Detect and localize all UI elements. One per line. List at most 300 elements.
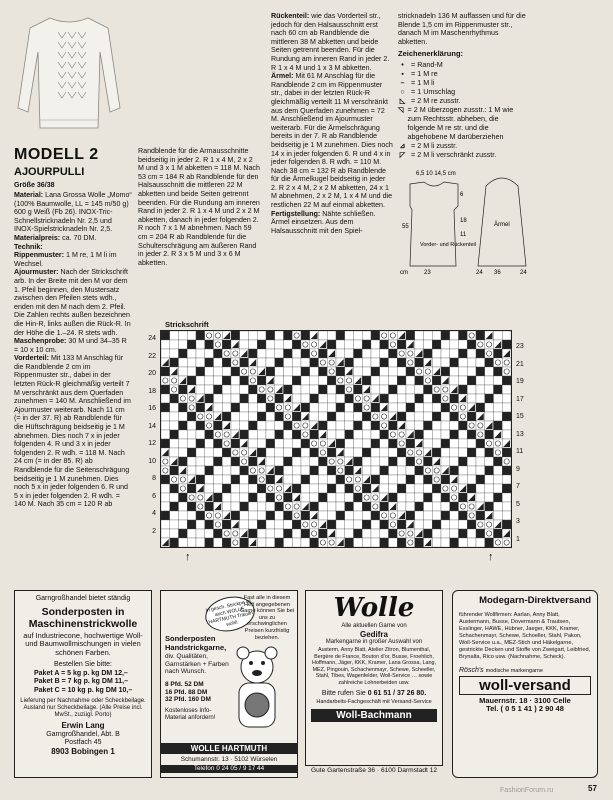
chart-cell xyxy=(415,394,424,403)
chart-cell xyxy=(345,538,354,547)
chart-cell xyxy=(196,493,205,502)
chart-cell xyxy=(187,520,196,529)
chart-cell xyxy=(485,439,494,448)
chart-cell xyxy=(284,430,293,439)
chart-cell xyxy=(179,538,188,547)
chart-cell xyxy=(222,520,231,529)
chart-cell xyxy=(179,331,188,340)
chart-cell xyxy=(310,385,319,394)
chart-cell xyxy=(485,475,494,484)
chart-cell xyxy=(345,475,354,484)
chart-cell xyxy=(380,331,389,340)
chart-cell xyxy=(354,493,363,502)
chart-cell xyxy=(476,529,485,538)
chart-cell xyxy=(467,394,476,403)
para-price: Materialpreis: ca. 70 DM. xyxy=(14,233,97,242)
chart-cell xyxy=(214,439,223,448)
chart-cell xyxy=(292,367,301,376)
chart-cell xyxy=(380,376,389,385)
chart-cell xyxy=(485,394,494,403)
chart-cell xyxy=(240,475,249,484)
chart-cell xyxy=(231,502,240,511)
chart-cell xyxy=(459,475,468,484)
chart-cell xyxy=(240,430,249,439)
chart-cell xyxy=(240,466,249,475)
chart-cell xyxy=(292,538,301,547)
chart-cell xyxy=(266,403,275,412)
chart-cell xyxy=(205,466,214,475)
para-technik: Technik: xyxy=(14,242,43,251)
chart-cell xyxy=(222,529,231,538)
chart-cell xyxy=(196,457,205,466)
chart-cell xyxy=(319,439,328,448)
chart-cell xyxy=(406,484,415,493)
chart-cell xyxy=(354,475,363,484)
chart-cell xyxy=(415,457,424,466)
chart-cell xyxy=(292,502,301,511)
chart-cell xyxy=(231,412,240,421)
legend-title: Zeichenerklärung: xyxy=(398,49,464,58)
chart-cell xyxy=(205,457,214,466)
chart-cell xyxy=(397,484,406,493)
chart-cell xyxy=(485,448,494,457)
chart-cell xyxy=(292,511,301,520)
chart-cell xyxy=(310,358,319,367)
chart-cell xyxy=(406,349,415,358)
chart-cell xyxy=(275,421,284,430)
chart-cell xyxy=(362,484,371,493)
chart-cell xyxy=(319,529,328,538)
chart-cell xyxy=(319,331,328,340)
chart-cell xyxy=(187,430,196,439)
chart-cell xyxy=(389,484,398,493)
chart-cell xyxy=(266,448,275,457)
chart-cell xyxy=(371,448,380,457)
chart-cell xyxy=(354,403,363,412)
chart-cell xyxy=(196,340,205,349)
chart-cell xyxy=(214,466,223,475)
chart-cell xyxy=(362,529,371,538)
chart-cell xyxy=(301,475,310,484)
chart-cell xyxy=(415,385,424,394)
chart-cell xyxy=(240,484,249,493)
chart-cell xyxy=(467,430,476,439)
chart-cell xyxy=(432,358,441,367)
chart-cell xyxy=(161,457,170,466)
chart-cell xyxy=(231,349,240,358)
chart-cell xyxy=(275,439,284,448)
chart-cell xyxy=(310,457,319,466)
chart-cell xyxy=(257,529,266,538)
chart-cell xyxy=(450,538,459,547)
chart-cell xyxy=(187,439,196,448)
chart-cell xyxy=(397,358,406,367)
chart-cell xyxy=(380,484,389,493)
chart-cell xyxy=(266,331,275,340)
chart-cell xyxy=(196,439,205,448)
chart-cell xyxy=(459,340,468,349)
chart-cell xyxy=(354,520,363,529)
chart-cell xyxy=(380,340,389,349)
chart-cell xyxy=(362,493,371,502)
chart-cell xyxy=(179,340,188,349)
legend-item: ◺ = 2 M re zusstr. xyxy=(399,96,461,105)
chart-cell xyxy=(406,367,415,376)
chart-cell xyxy=(266,367,275,376)
chart-cell xyxy=(424,457,433,466)
chart-cell xyxy=(502,457,511,466)
chart-cell xyxy=(205,439,214,448)
chart-cell xyxy=(450,367,459,376)
chart-cell xyxy=(459,502,468,511)
chart-cell xyxy=(292,520,301,529)
chart-cell xyxy=(301,538,310,547)
chart-cell xyxy=(476,394,485,403)
chart-cell xyxy=(415,358,424,367)
chart-cell xyxy=(415,376,424,385)
chart-cell xyxy=(336,421,345,430)
chart-cell xyxy=(424,466,433,475)
chart-cell xyxy=(310,430,319,439)
chart-cell xyxy=(205,340,214,349)
chart-cell xyxy=(502,466,511,475)
chart-cell xyxy=(327,538,336,547)
chart-cell xyxy=(345,349,354,358)
chart-cell xyxy=(310,466,319,475)
instructions-col3 xyxy=(271,12,393,235)
chart-cell xyxy=(231,457,240,466)
chart-cell xyxy=(170,493,179,502)
chart-cell xyxy=(494,349,503,358)
chart-cell xyxy=(284,511,293,520)
chart-cell xyxy=(275,358,284,367)
chart-cell xyxy=(354,367,363,376)
chart-cell xyxy=(275,349,284,358)
chart-cell xyxy=(249,439,258,448)
chart-cell xyxy=(275,493,284,502)
chart-cell xyxy=(205,331,214,340)
chart-cell xyxy=(485,457,494,466)
chart-cell xyxy=(231,475,240,484)
chart-cell xyxy=(336,466,345,475)
chart-cell xyxy=(301,466,310,475)
chart-cell xyxy=(292,349,301,358)
chart-cell xyxy=(284,529,293,538)
chart-cell xyxy=(336,394,345,403)
chart-cell xyxy=(450,340,459,349)
chart-cell xyxy=(249,430,258,439)
chart-cell xyxy=(249,340,258,349)
chart-cell xyxy=(371,538,380,547)
chart-cell xyxy=(292,448,301,457)
chart-cell xyxy=(301,484,310,493)
chart-cell xyxy=(170,502,179,511)
chart-cell xyxy=(345,520,354,529)
chart-cell xyxy=(161,484,170,493)
chart-cell xyxy=(161,367,170,376)
chart-cell xyxy=(459,529,468,538)
chart-cell xyxy=(389,376,398,385)
chart-cell xyxy=(354,484,363,493)
svg-text:cm: cm xyxy=(400,270,408,276)
chart-cell xyxy=(406,466,415,475)
chart-cell xyxy=(432,385,441,394)
chart-cell xyxy=(327,511,336,520)
chart-cell xyxy=(424,331,433,340)
chart-cell xyxy=(240,493,249,502)
chart-cell xyxy=(415,412,424,421)
chart-cell xyxy=(249,493,258,502)
chart-cell xyxy=(502,358,511,367)
chart-cell xyxy=(406,412,415,421)
chart-cell xyxy=(476,466,485,475)
chart-cell xyxy=(196,403,205,412)
chart-cell xyxy=(310,493,319,502)
svg-text:18: 18 xyxy=(460,218,467,224)
chart-cell xyxy=(397,457,406,466)
chart-cell xyxy=(494,394,503,403)
chart-cell xyxy=(205,358,214,367)
chart-cell xyxy=(441,349,450,358)
para-vorderteil: Vorderteil: Mit 133 M Anschlag für die Randblende 2 cm im Rippenmuster str., dabei in der letzten Rück-R gleichmäßig verteilt 7 M verschränkt aus dem Querfaden zunehmen = 140 M. Anschließend im Ajourmuster weiterarb. Nach 11 cm (= in der 37. R) ab Randblende für die Hüftschrägung beidseitig je 1 M abnehmen. Dies noch 7 x in jeder folgenden 4. R und 3 x in jeder folgenden 2. R wdh. = 118 M. Nach 24 cm (= in der 85. R) ab Randblende für die Seitenschrägung beidseitig je 1 M zunehmen. Dies noch 5 x in jeder folgenden 6. R und 5 x in jeder folgenden 2. R wdh. = 140 M. Nach 35 cm = 120 R ab xyxy=(14,354,131,509)
chart-cell xyxy=(249,394,258,403)
chart-cell xyxy=(380,394,389,403)
chart-cell xyxy=(240,376,249,385)
chart-cell xyxy=(205,421,214,430)
chart-cell xyxy=(205,538,214,547)
chart-cell xyxy=(170,466,179,475)
chart-cell xyxy=(494,493,503,502)
chart-cell xyxy=(415,493,424,502)
chart-cell xyxy=(502,340,511,349)
chart-title: Strickschrift xyxy=(165,320,209,329)
chart-cell xyxy=(240,538,249,547)
chart-cell xyxy=(240,502,249,511)
chart-cell xyxy=(397,493,406,502)
chart-cell xyxy=(336,475,345,484)
chart-cell xyxy=(467,340,476,349)
chart-cell xyxy=(266,502,275,511)
chart-cell xyxy=(371,511,380,520)
chart-cell xyxy=(371,439,380,448)
chart-cell xyxy=(284,367,293,376)
chart-cell xyxy=(380,529,389,538)
chart-cell xyxy=(485,340,494,349)
chart-cell xyxy=(494,403,503,412)
chart-cell xyxy=(354,511,363,520)
chart-cell xyxy=(397,385,406,394)
chart-cell xyxy=(371,412,380,421)
chart-cell xyxy=(257,430,266,439)
chart-cell xyxy=(476,385,485,394)
chart-cell xyxy=(327,457,336,466)
chart-cell xyxy=(459,403,468,412)
chart-cell xyxy=(476,439,485,448)
chart-cell xyxy=(459,439,468,448)
chart-cell xyxy=(424,475,433,484)
chart-cell xyxy=(389,466,398,475)
chart-cell xyxy=(345,394,354,403)
chart-cell xyxy=(301,439,310,448)
chart-cell xyxy=(301,331,310,340)
chart-cell xyxy=(327,385,336,394)
chart-cell xyxy=(450,493,459,502)
chart-cell xyxy=(187,484,196,493)
chart-cell xyxy=(179,511,188,520)
chart-cell xyxy=(415,484,424,493)
chart-cell xyxy=(292,529,301,538)
chart-cell xyxy=(345,403,354,412)
chart-cell xyxy=(485,529,494,538)
chart-cell xyxy=(389,538,398,547)
chart-cell xyxy=(467,367,476,376)
chart-cell xyxy=(231,529,240,538)
chart-cell xyxy=(161,511,170,520)
chart-cell xyxy=(371,403,380,412)
chart-cell xyxy=(179,439,188,448)
chart-cell xyxy=(389,394,398,403)
chart-cell xyxy=(424,529,433,538)
chart-cell xyxy=(424,349,433,358)
chart-cell xyxy=(354,340,363,349)
chart-cell xyxy=(345,439,354,448)
chart-cell xyxy=(432,484,441,493)
chart-cell xyxy=(371,358,380,367)
chart-cell xyxy=(336,331,345,340)
chart-cell xyxy=(161,502,170,511)
chart-cell xyxy=(292,331,301,340)
chart-cell xyxy=(327,403,336,412)
chart-cell xyxy=(266,340,275,349)
chart-cell xyxy=(345,430,354,439)
chart-cell xyxy=(336,439,345,448)
chart-cell xyxy=(249,484,258,493)
chart-cell xyxy=(231,385,240,394)
chart-cell xyxy=(459,466,468,475)
chart-cell xyxy=(397,394,406,403)
chart-cell xyxy=(275,502,284,511)
chart-cell xyxy=(187,403,196,412)
chart-cell xyxy=(310,403,319,412)
chart-cell xyxy=(354,457,363,466)
chart-cell xyxy=(319,394,328,403)
chart-cell xyxy=(485,502,494,511)
chart-cell xyxy=(196,448,205,457)
chart-cell xyxy=(310,538,319,547)
chart-cell xyxy=(310,349,319,358)
chart-cell xyxy=(502,448,511,457)
chart-cell xyxy=(257,448,266,457)
chart-cell xyxy=(161,466,170,475)
chart-cell xyxy=(450,412,459,421)
para-aermel: Ärmel: Mit 61 M Anschlag für die Randblende 2 cm im Rippenmuster str., dabei in der letzten Rück-R gleichmäßig verteilt 11 M verschränkt aus dem Querfaden zunehmen = 72 M. Anschließend im Ajourmuster weiterarb. Für die Ärmelschrägung bereits in der 7. R ab Randblende beidseitig je 1 M zunehmen. Dies noch 14 x in jeder folgenden 6. R und 4 x in jeder folgenden 8. R wdh. = 110 M. Nach 38 cm = 132 R ab Randblende für die Ärmelkugel beidseitig in jeder 2. R 2 x 4 M, 2 x 2 M abketten, 24 x 1 M abnehmen, 2 x 2 M, 1 x 4 M und die restlichen 22 M auf einmal abketten. xyxy=(271,72,393,210)
chart-cell xyxy=(179,349,188,358)
chart-cell xyxy=(502,412,511,421)
chart-cell xyxy=(476,367,485,376)
chart-cell xyxy=(476,484,485,493)
chart-cell xyxy=(397,430,406,439)
chart-cell xyxy=(257,394,266,403)
chart-cell xyxy=(179,502,188,511)
chart-cell xyxy=(345,385,354,394)
chart-cell xyxy=(362,457,371,466)
chart-cell xyxy=(170,484,179,493)
chart-cell xyxy=(310,439,319,448)
chart-cell xyxy=(319,412,328,421)
chart-cell xyxy=(450,421,459,430)
chart-cell xyxy=(485,520,494,529)
chart-cell xyxy=(222,403,231,412)
chart-cell xyxy=(222,466,231,475)
chart-cell xyxy=(494,412,503,421)
chart-cell xyxy=(354,502,363,511)
chart-cell xyxy=(205,484,214,493)
chart-cell xyxy=(266,484,275,493)
chart-cell xyxy=(336,520,345,529)
legend-item: – = 1 M li xyxy=(400,78,435,87)
chart-cell xyxy=(292,430,301,439)
chart-cell xyxy=(459,331,468,340)
schematic-top-numbers: 6,5 10 14,5 cm xyxy=(416,171,456,177)
chart-cell xyxy=(467,520,476,529)
chart-cell xyxy=(467,385,476,394)
chart-cell xyxy=(161,520,170,529)
chart-cell xyxy=(424,376,433,385)
chart-cell xyxy=(424,439,433,448)
chart-cell xyxy=(371,340,380,349)
chart-cell xyxy=(284,331,293,340)
chart-cell xyxy=(240,403,249,412)
chart-cell xyxy=(362,412,371,421)
chart-cell xyxy=(222,484,231,493)
chart-cell xyxy=(240,457,249,466)
chart-cell xyxy=(450,394,459,403)
chart-cell xyxy=(301,376,310,385)
chart-cell xyxy=(362,403,371,412)
ad-erwin-lang: Garngroßhandel bietet ständig Sonderposten in Maschinenstrickwolle auf Industriecone, hochwertige Woll- und Baumwollmischungen in vielen schönen Farben. Bestellen Sie bitte: Paket A = 5 kg p. kg DM 12,– Paket B = 7 kg p. kg DM 11,– Paket C = 10 kg p. kg DM 10,– Lieferung per Nachnahme oder Scheckbeilage. Ausland nur Scheckbeilage. (Alle Preise incl. MwSt., zuzügl. Porto) Erwin Lang Garngroßhandel, Abt. B Postfach 45 8903 Bobingen 1 xyxy=(14,590,152,778)
chart-cell xyxy=(231,493,240,502)
chart-cell xyxy=(284,475,293,484)
chart-cell xyxy=(231,511,240,520)
chart-cell xyxy=(327,502,336,511)
chart-cell xyxy=(205,520,214,529)
chart-cell xyxy=(205,430,214,439)
chart-cell xyxy=(275,430,284,439)
chart-cell xyxy=(327,358,336,367)
model-size: Größe 36/38 xyxy=(14,181,55,189)
chart-cell xyxy=(494,538,503,547)
chart-cell xyxy=(222,367,231,376)
chart-cell xyxy=(292,358,301,367)
chart-cell xyxy=(441,331,450,340)
svg-text:6: 6 xyxy=(460,192,464,198)
chart-cell xyxy=(345,376,354,385)
chart-cell xyxy=(450,520,459,529)
chart-cell xyxy=(371,466,380,475)
chart-cell xyxy=(257,340,266,349)
chart-cell xyxy=(459,430,468,439)
chart-cell xyxy=(249,466,258,475)
chart-cell xyxy=(301,340,310,349)
chart-cell xyxy=(441,502,450,511)
chart-cell xyxy=(240,367,249,376)
chart-cell xyxy=(459,457,468,466)
chart-cell xyxy=(485,349,494,358)
chart-cell xyxy=(389,331,398,340)
chart-cell xyxy=(467,421,476,430)
chart-cell xyxy=(275,394,284,403)
model-subtitle: AJOURPULLI xyxy=(14,166,85,178)
